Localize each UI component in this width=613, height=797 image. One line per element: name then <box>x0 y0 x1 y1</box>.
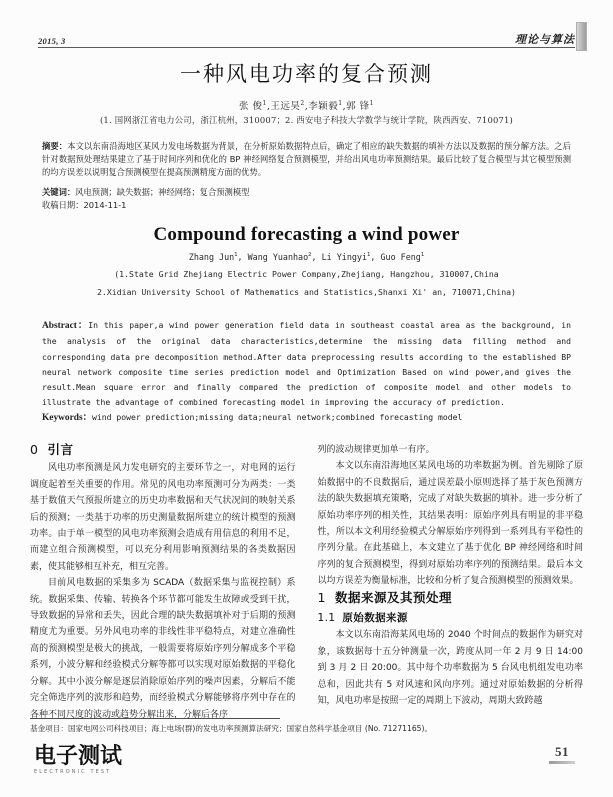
keywords-english-text: wind power prediction;missing data;neural network;combined forecasting model <box>92 412 463 422</box>
header-divider <box>38 47 575 48</box>
keywords-english-label: Keywords： <box>42 413 92 423</box>
author-chinese-2-sup: 2 <box>300 99 305 107</box>
abstract-english-label: Abstract： <box>42 321 89 331</box>
section-heading-0-number: 0 <box>30 442 39 457</box>
affiliation-chinese: (1. 国网浙江省电力公司，浙江杭州，310007；2. 西安电子科技大学数学与统计学院，陕西西安、710071) <box>99 115 514 125</box>
journal-masthead-logo <box>34 745 142 775</box>
section-heading-1-1-number: 1.1 <box>317 612 336 625</box>
footnote-divider <box>30 718 280 719</box>
author-chinese-3: 李颖毅 <box>308 101 339 112</box>
author-english-3-sup: 1 <box>367 252 371 259</box>
abstract-chinese-text: 本文以东南沿海地区某风力发电场数据为背景，在分析原始数据特点后，确定了相应的缺失数据的填补方法以及数据的预分解方法。之后针对数据预处理结果建立了基于时间序列和优化的 BP 神经网络复合预测模型，并给出风电功率预测结果。最后比较了复合模型与其它模型预测的均方误差以说明复合预测模型在提高预测精度方面的优势。 <box>42 141 571 178</box>
affiliation-english-line1: (1.State Grid Zhejiang Electric Power Company,Zhejiang, Hangzhou, 310007,China <box>114 269 499 279</box>
section-heading-1-number: 1 <box>317 589 326 605</box>
author-english-2-sup: 2 <box>308 252 312 259</box>
keywords-chinese-label: 关键词： <box>42 187 76 197</box>
section-heading-1-1 <box>318 610 584 626</box>
abstract-chinese-label: 摘要： <box>42 141 68 151</box>
author-english-2: Wang Yuanhao <box>247 252 309 262</box>
footnote-funding: 基金项目：国家电网公司科技项目；海上电场(群)的发电功率预测算法研究；国家自然科学基金项目 (No. 71271165)。 <box>30 724 433 733</box>
section-heading-1-title: 数据来源及其预处理 <box>334 589 452 605</box>
author-english-4: Guo Feng <box>380 252 421 262</box>
received-date-label: 收稿日期： <box>42 200 84 210</box>
paragraph: 目前风电数据的采集多为 SCADA（数据采集与监视控制）系统。数据采集、传输、转换各个环节都可能发生故障或受到干扰，导致数据的异常和丢失，因此合理的缺失数据填补对于后期的预测精度尤为重要。另外风电功率的非线性非平稳特点，对建立准确性高的预测模型是极大的挑战，一般需要将原始序列分解成多个平稳系列，小波分解和经验模式分解等都可以实现对原始数据的平稳化分解。其中小波分解是逐层消除原始序列的噪声因素，分解后不能完全筛选序列的波形和趋势，而经验模式分解能够将序列中存在的各种不同尺度的波动或趋势分解出来，分解后各序 <box>30 578 296 720</box>
masthead-chinese: 电子测试 <box>34 744 123 769</box>
keywords-chinese-text: 风电预测；缺失数据；神经网络；复合预测模型 <box>75 187 250 197</box>
author-chinese-4-sup: 1 <box>369 99 374 107</box>
author-chinese-1: 张 俊 <box>239 101 263 112</box>
paragraph: 本文以东南沿海某风电场的 2040 个时间点的数据作为研究对象，该数据每十五分钟测量一次，跨度从同一年 2 月 9 日 14:00 到 3 月 2 日 20:00。其中每个功率数据为 5 台风电机组发电功率总和，因此共有 5 对风速和风向序列。通过对原始数据的分析得知，风电功率是按照一定的周期上下波动，周期大致跨越 <box>317 630 583 707</box>
paragraph: 本文以东南沿海地区某风电场的功率数据为例。首先剔除了原始数据中的不良数据后，通过误差最小原则选择了基于灰色预测方法的缺失数据填充策略，完成了对缺失数据的填补。进一步分析了原始功率序列的相关性，其结果表明：原始序列具有明显的非平稳性，所以本文利用经验模式分解原始序列得到一系列具有平稳性的序列分量。在此基础上，本文建立了基于优化 BP 神经网络和时间序列的复合预测模型，得到对原始功率序列的预测结果。最后本文以均方误差为衡量标准，比较和分析了复合预测模型的预测效果。 <box>317 461 583 587</box>
running-head <box>38 26 575 48</box>
page-number-block <box>549 744 575 764</box>
right-column <box>318 442 584 710</box>
section-heading-1 <box>318 590 584 606</box>
author-chinese-2: 王远昊 <box>270 101 301 112</box>
authors-chinese: 张 俊$^1$,王远昊$^2$,李颖毅$^1$,郭 锋$^1$ <box>239 99 374 112</box>
page-number: 51 <box>555 744 569 759</box>
received-date-row <box>42 199 126 212</box>
author-english-4-sup: 1 <box>420 252 425 259</box>
keywords-english <box>42 410 571 426</box>
author-english-1-sup: 1 <box>234 252 238 259</box>
received-date-value: 2014-11-1 <box>83 200 127 210</box>
page-number-bar <box>549 761 575 764</box>
section-heading-0 <box>30 442 296 458</box>
section-heading-1-1-title: 原始数据来源 <box>342 612 408 625</box>
author-chinese-3-sup: 1 <box>338 99 343 107</box>
abstract-english-text: In this paper,a wind power generation field data in southeast coastal area as the background, in the analysis of the original data characteristics,determine the missing data filling method and corresponding data pre decomposition method.After data preprocessing results according to the established BP neural network composite time series prediction model and Optimization Based on wind power,and gives the result.Mean square error and finally compared the prediction of composite model and other models to illustrate the advantage of combined forecasting model in improving the accuracy of prediction. <box>42 320 572 408</box>
abstract-chinese <box>42 140 571 180</box>
author-english-1: Zhang Jun <box>188 252 235 262</box>
author-chinese-1-sup: 1 <box>262 99 267 107</box>
authors-english: Zhang Jun$^1$, Wang Yuanhao$^2$, Li Yingyi$^1$, Guo Feng$^1$ <box>188 252 425 262</box>
author-chinese-4: 郭 锋 <box>346 101 370 112</box>
affiliation-english-line2: 2.Xidian University School of Mathematics and Statistics,Shanxi Xi' an, 710071,China) <box>97 287 516 297</box>
masthead-english: ELECTRONIC TEST <box>34 769 112 775</box>
author-english-3: Li Yingyi <box>321 252 368 262</box>
page-title-chinese: 一种风电功率的复合预测 <box>180 62 433 86</box>
page-edge-tab <box>576 22 587 51</box>
abstract-english <box>42 318 571 411</box>
section-heading-0-title: 引言 <box>47 442 74 457</box>
page-title-english: Compound forecasting a wind power <box>153 224 460 245</box>
body-columns <box>30 442 583 720</box>
paragraph-continuation: 列的波动规律更加单一有序。 <box>317 445 435 455</box>
issue-label: 2015, 3 <box>38 36 66 46</box>
section-label: 理论与算法 <box>515 33 575 46</box>
left-column <box>30 442 296 720</box>
keywords-chinese <box>42 186 571 199</box>
paragraph: 风电功率预测是风力发电研究的主要环节之一，对电网的运行调度起着至关重要的作用。常见的风电功率预测可分为两类：一类基于数值天气预报所建立的历史功率数据和天气状况间的映射关系后的预测；一类基于功率的历史测量数据所建立的统计模型的预测功率。由于单一模型的风电功率预测会造成有用信息的利用不足，而建立组合预测模型，可以充分利用影响预测结果的各类数据因素，使其能够相互补充，相互完善。 <box>30 463 296 572</box>
